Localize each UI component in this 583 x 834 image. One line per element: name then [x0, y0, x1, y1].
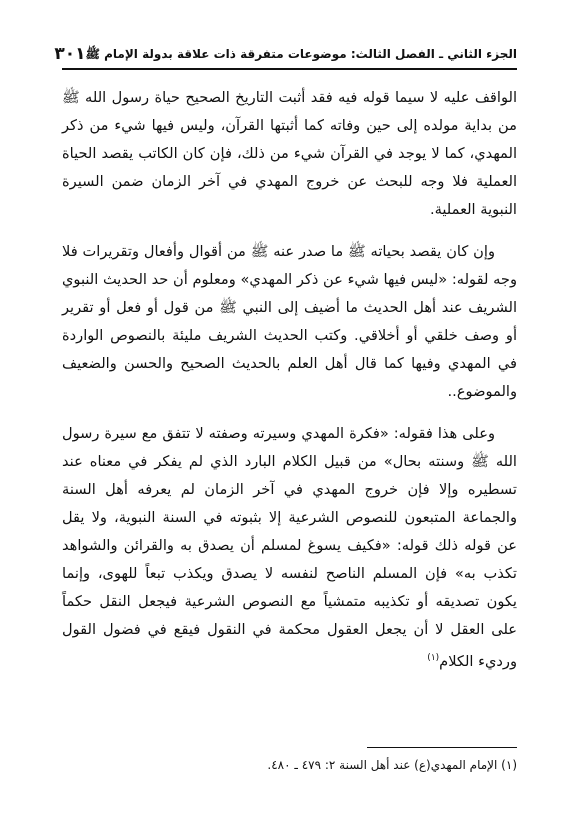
paragraph-3: [62, 420, 517, 676]
footnote-marker: (١): [427, 653, 440, 663]
paragraph-2: وإن كان يقصد بحياته ﷺ ما صدر عنه ﷺ من أقوال وأفعال وتقريرات فلا وجه لقوله: «ليس فيها شيء عن ذكر المهدي» ومعلوم أن حد الحديث النبوي الشريف عند أهل الحديث ما أضيف إلى النبي ﷺ من قول أو فعل أو تقرير أو وصف خلقي أو أخلاقي. وكتب الحديث الشريف مليئة بالنصوص الواردة في المهدي وفيها كما قال أهل العلم بالحديث الصحيح والحسن والضعيف والموضوع..: [62, 243, 517, 400]
page-number: ٣٠١: [54, 44, 86, 64]
paragraph-3-text: وعلى هذا فقوله: «فكرة المهدي وسيرته وصفته لا تتفق مع سيرة رسول الله ﷺ وسنته بحال» من قبيل الكلام البارد الذي لم يفكر في معناه عند تسطيره وإلا فإن خروج المهدي في آخر الزمان لم يعرفه أهل السنة والجماعة المتبعون للنصوص الشرعية إلا بثبوته في السنة النبوية، ولا يقل عن قوله ذلك قوله: «فكيف يسوغ لمسلم أن يصدق به والقرائن والشواهد تكذب به» فإن المسلم الناصح لنفسه لا يصدق ويكذب تبعاً للهوى، وإنما يكون تصديقه أو تكذيبه متمشياً مع النصوص الشرعية فيجعل النقل حكماً على العقل لا أن يجعل العقول محكمة في النقول فيقع في فضول القول ورديء الكلام: [62, 425, 517, 670]
paragraph-1: الواقف عليه لا سيما قوله فيه فقد أثبت التاريخ الصحيح حياة رسول الله ﷺ من بداية مولده إلى حين وفاته كما أثبتها القرآن، وليس فيها شيء من ذكر المهدي، كما لا يوجد في القرآن شيء من ذلك، فإن كان الكاتب يقصد الحياة العملية فلا وجه للبحث عن خروج المهدي في آخر الزمان ضمن السيرة النبوية العملية.: [62, 89, 517, 218]
footnote: (١) الإمام المهدي(ع) عند أهل السنة ٢: ٤٧٩ ـ ٤٨٠.: [267, 758, 517, 772]
running-head: الجزء الثاني ـ الفصل الثالث: موضوعات متفرقة ذات علاقة بدولة الإمام ﷺ: [85, 47, 517, 61]
body-text: [62, 84, 517, 676]
page-header: [54, 40, 517, 70]
footnote-divider: [367, 747, 517, 748]
